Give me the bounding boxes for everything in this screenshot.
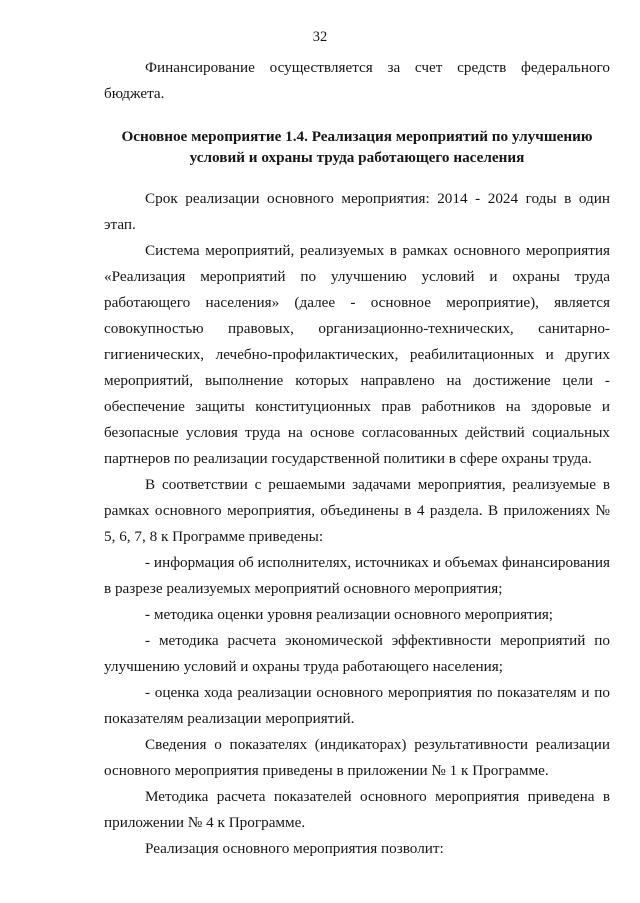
paragraph-calculation-method: Методика расчета показателей основного мероприятия приведена в приложении № 4 к Программе. [104, 788, 610, 831]
paragraph-sections: В соответствии с решаемыми задачами мероприятия, реализуемые в рамках основного мероприятия, объединены в 4 раздела. В приложениях № 5, 6, 7, 8 к Программе приведены: [104, 476, 610, 545]
paragraph-implementation: Реализация основного мероприятия позволит: [145, 840, 444, 857]
section-heading-line-1: Основное мероприятие 1.4. Реализация мероприятий по улучшению [121, 128, 593, 145]
paragraph-term: Срок реализации основного мероприятия: 2014 - 2024 годы в один этап. [104, 190, 610, 233]
page-number: 32 [312, 29, 328, 45]
section-heading [104, 126, 610, 168]
list-item-assessment-method: - методика оценки уровня реализации основного мероприятия; [145, 606, 554, 623]
main-text-block [104, 186, 610, 862]
funding-block [104, 55, 610, 107]
paragraph-system: Система мероприятий, реализуемых в рамках основного мероприятия «Реализация мероприятий по улучшению условий и охраны труда работающего населения» (далее - основное мероприятие), является совокупностью правовых, организационно-технических, санитарно-гигиенических, лечебно-профилактических, реабилитационных и других мероприятий, выполнение которых направлено на достижение цели - обеспечение защиты конституционных прав работников на здоровые и безопасные условия труда на основе согласованных действий социальных партнеров по реализации государственной политики в сфере охраны труда. [104, 242, 610, 467]
section-heading-line-2: условий и охраны труда работающего населения [189, 149, 525, 166]
list-item-financing-info: - информация об исполнителях, источниках и объемах финансирования в разрезе реализуемых мероприятий основного мероприятия; [104, 554, 610, 597]
list-item-efficiency-method: - методика расчета экономической эффективности мероприятий по улучшению условий и охраны труда работающего населения; [104, 632, 610, 675]
funding-paragraph: Финансирование осуществляется за счет средств федерального бюджета. [104, 59, 610, 102]
list-item-progress-evaluation: - оценка хода реализации основного мероприятия по показателям и по показателям реализации мероприятий. [104, 684, 610, 727]
paragraph-indicators: Сведения о показателях (индикаторах) результативности реализации основного мероприятия приведены в приложении № 1 к Программе. [104, 736, 610, 779]
